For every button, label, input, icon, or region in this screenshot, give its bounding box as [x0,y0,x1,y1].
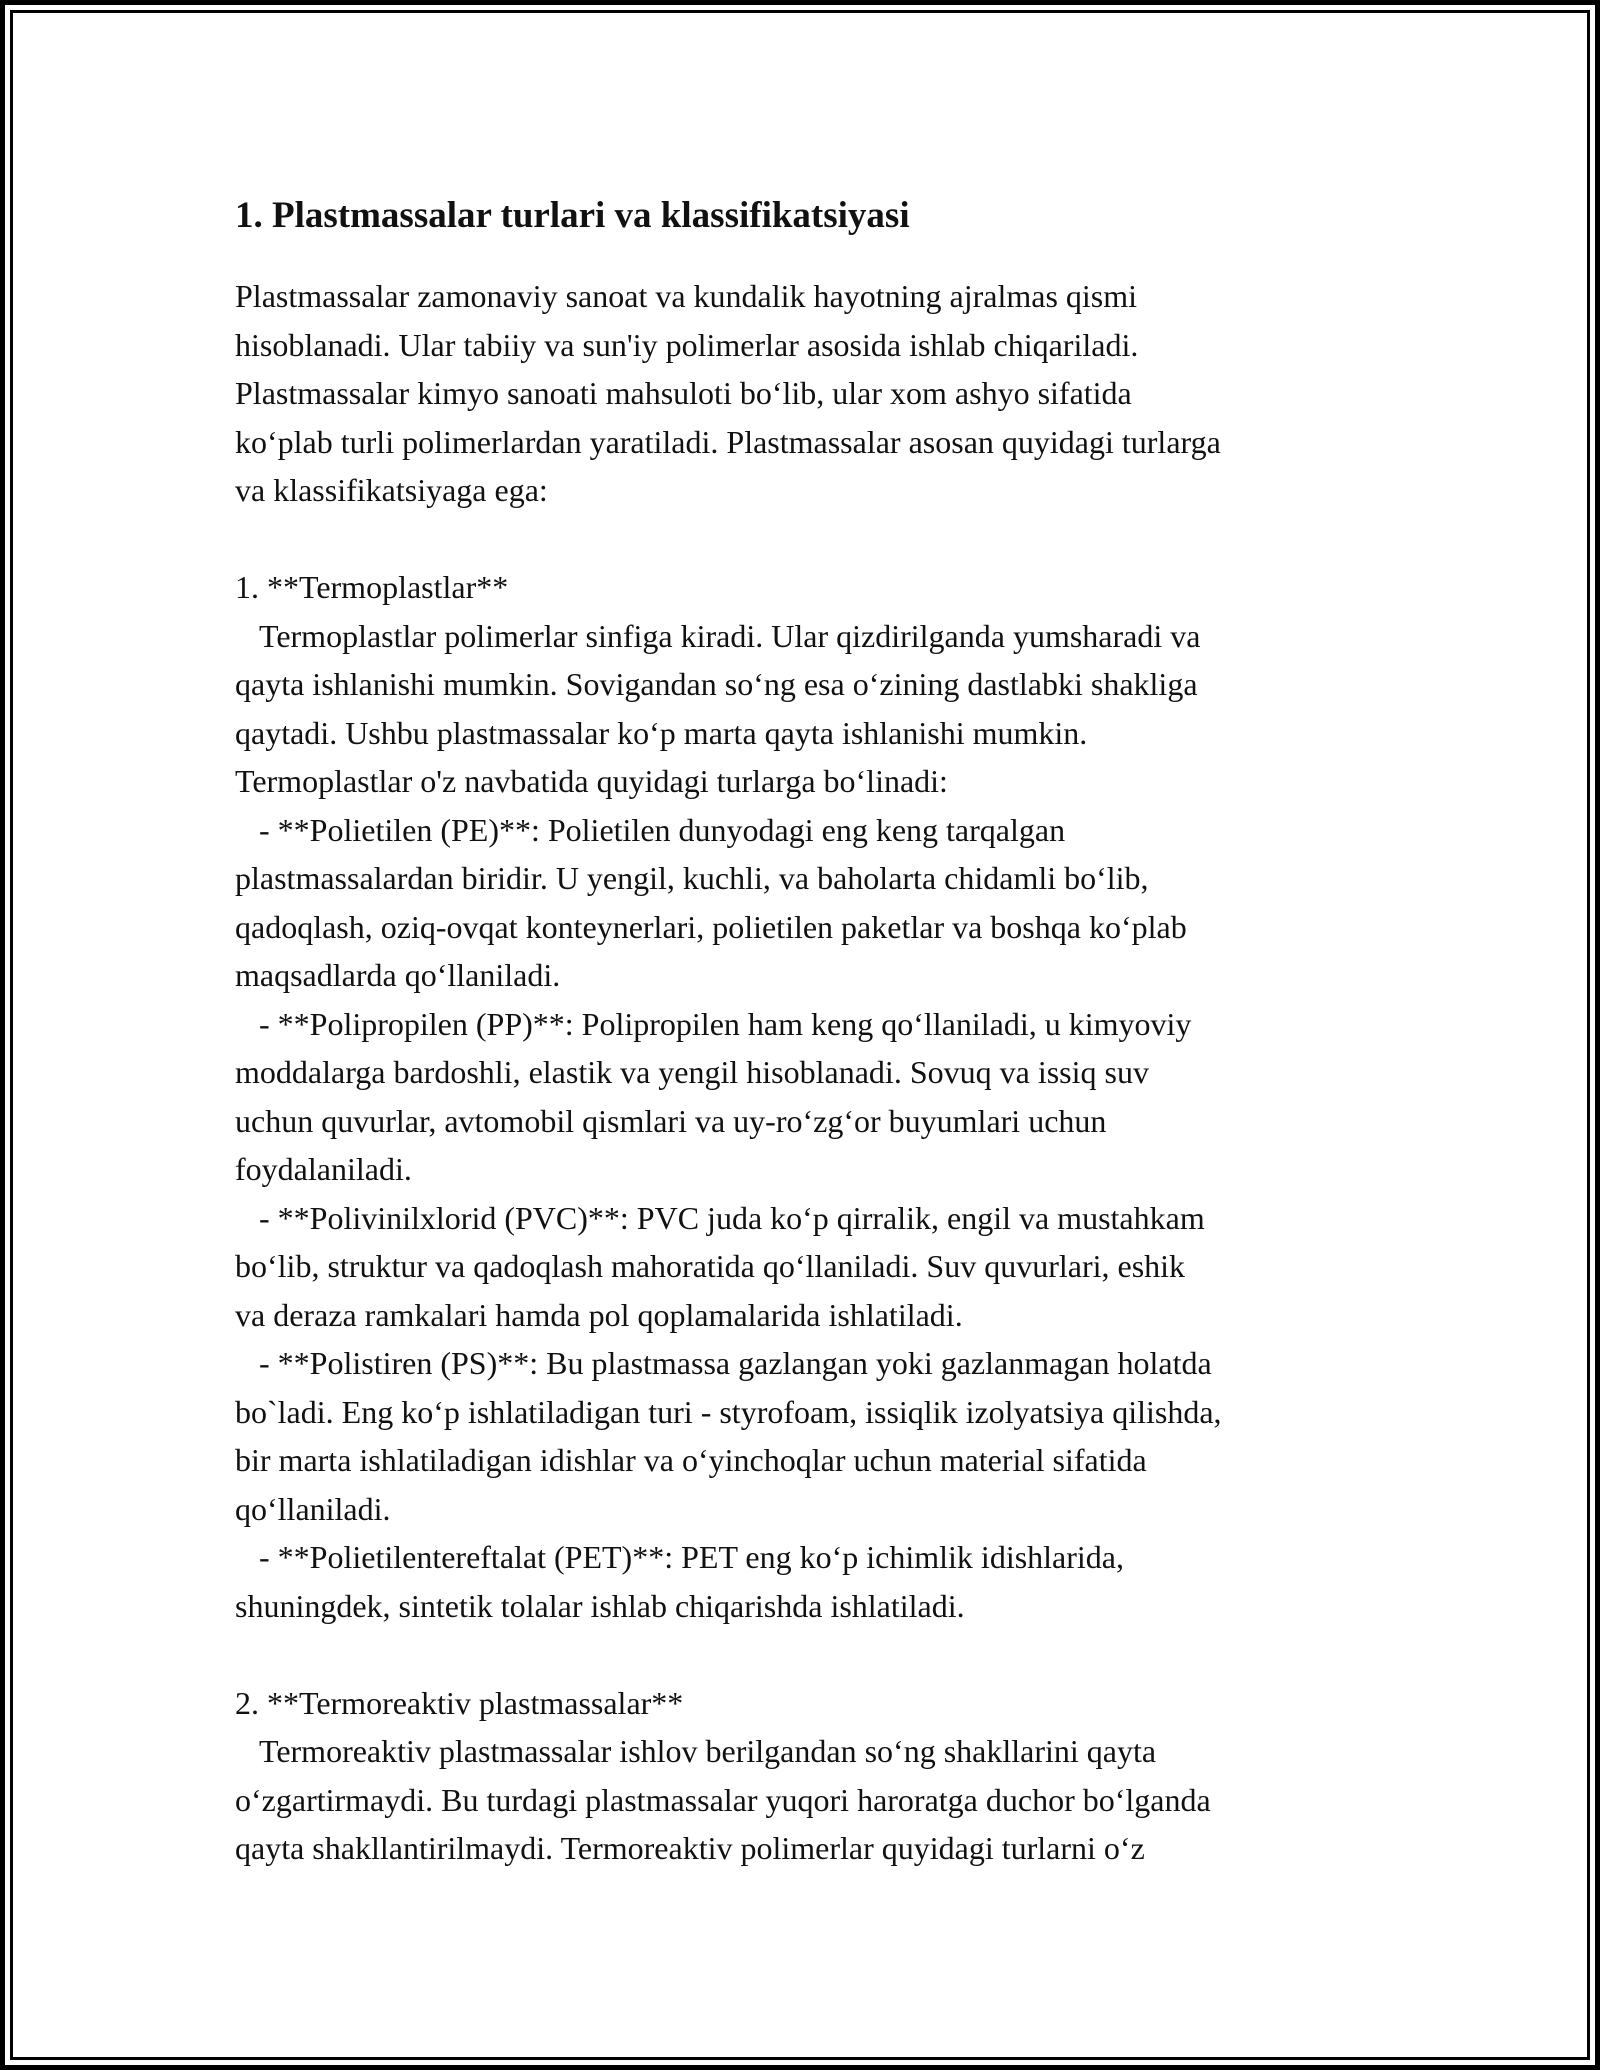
document-body: Plastmassalar zamonaviy sanoat va kundalik hayotning ajralmas qismi hisoblanadi. Ular tabiiy va sun'iy polimerlar asosida ishlab chiqariladi. Plastmassalar kimyo sanoati mahsuloti bo‘lib, ular xom ashyo sifatida ko‘plab turli polimerlardan yaratiladi. Plastmassalar asosan quyidagi turlarga va klassifikatsiyaga ega: 1. **Termoplastlar** Termoplastlar polimerlar sinfiga kiradi. Ular qizdirilganda yumsharadi va qayta ishlanishi mumkin. Sovigandan so‘ng esa o‘zining dastlabki shakliga qaytadi. Ushbu plastmassalar ko‘p marta qayta ishlanishi mumkin. Termoplastlar o'z navbatida quyidagi turlarga bo‘linadi: - **Polietilen (PE)**: Polietilen dunyodagi eng keng tarqalgan plastmassalardan biridir. U yengil, kuchli, va baholarta chidamli bo‘lib, qadoqlash, oziq-ovqat konteynerlari, polietilen paketlar va boshqa ko‘plab maqsadlarda qo‘llaniladi. - **Polipropilen (PP)**: Polipropilen ham keng qo‘llaniladi, u kimyoviy moddalarga bardoshli, elastik va yengil hisoblanadi. Sovuq va issiq suv uchun quvurlar, avtomobil qismlari va uy-ro‘zg‘or buyumlari uchun foydalaniladi. - **Polivinilxlorid (PVC)**: PVC juda ko‘p qirralik, engil va mustahkam bo‘lib, struktur va qadoqlash mahoratida qo‘llaniladi. Suv quvurlari, eshik va deraza ramkalari hamda pol qoplamalarida ishlatiladi. - **Polistiren (PS)**: Bu plastmassa gazlangan yoki gazlanmagan holatda bo`ladi. Eng ko‘p ishlatiladigan turi - styrofoam, issiqlik izolyatsiya qilishda, bir marta ishlatiladigan idishlar va o‘yinchoqlar uchun material sifatida qo‘llaniladi. - **Polietilentereftalat (PET)**: PET eng ko‘p ichimlik idishlarida, shuningdek, sintetik tolalar ishlab chiqarishda ishlatiladi. 2. **Termoreaktiv plastmassalar** Termoreaktiv plastmassalar ishlov berilgandan so‘ng shakllarini qayta o‘zgartirmaydi. Bu turdagi plastmassalar yuqori haroratga duchor bo‘lganda qayta shakllantirilmaydi. Termoreaktiv polimerlar quyidagi turlarni o‘z [235,278,1222,1866]
document-page [235,186,1385,1873]
section-heading: 1. Plastmassalar turlari va klassifikatsiyasi [235,195,910,236]
